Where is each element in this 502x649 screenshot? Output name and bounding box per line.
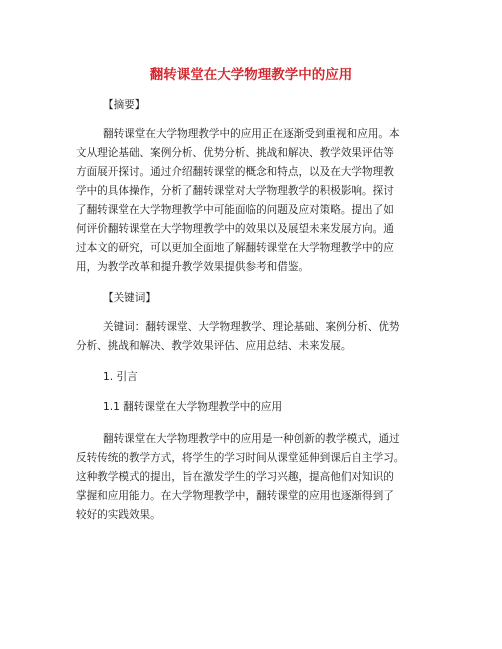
abstract-heading: 【摘要】 <box>103 99 146 111</box>
section-heading-1-1: 1.1 翻转课堂在大学物理教学中的应用 <box>103 401 283 413</box>
abstract-line: 了翻转课堂在大学物理教学中可能面临的问题及应对策略。提出了如 <box>76 204 394 216</box>
abstract-line: 学中的具体操作，分析了翻转课堂对大学物理教学的积极影响。探讨 <box>76 185 394 197</box>
body-line: 翻转课堂在大学物理教学中的应用是一种创新的教学模式，通过 <box>103 433 400 445</box>
body-line: 掌握和应用能力。在大学物理教学中，翻转课堂的应用也逐渐得到了 <box>76 490 394 502</box>
keywords-heading: 【关键词】 <box>103 292 156 304</box>
document-title: 翻转课堂在大学物理教学中的应用 <box>149 67 353 83</box>
keywords-line: 分析、挑战和解决、教学效果评估、应用总结、未来发展。 <box>76 340 352 352</box>
abstract-line: 文从理论基础、案例分析、优势分析、挑战和解决、教学效果评估等 <box>76 147 394 159</box>
abstract-line: 何评价翻转课堂在大学物理教学中的效果以及展望未来发展方向。通 <box>76 223 394 235</box>
abstract-line: 翻转课堂在大学物理教学中的应用正在逐渐受到重视和应用。本 <box>103 128 400 140</box>
body-line: 较好的实践效果。 <box>76 509 161 521</box>
body-line: 反转传统的教学方式，将学生的学习时间从课堂延伸到课后自主学习。 <box>76 452 405 464</box>
section-heading-1: 1. 引言 <box>103 371 138 383</box>
keywords-line: 关键词：翻转课堂、大学物理教学、理论基础、案例分析、优势 <box>103 321 400 333</box>
body-line: 这种教学模式的提出，旨在激发学生的学习兴趣，提高他们对知识的 <box>76 471 394 483</box>
abstract-line: 用，为教学改革和提升教学效果提供参考和借鉴。 <box>76 261 310 273</box>
abstract-line: 过本文的研究，可以更加全面地了解翻转课堂在大学物理教学中的应 <box>76 242 394 254</box>
abstract-line: 方面展开探讨。通过介绍翻转课堂的概念和特点，以及在大学物理教 <box>76 166 394 178</box>
